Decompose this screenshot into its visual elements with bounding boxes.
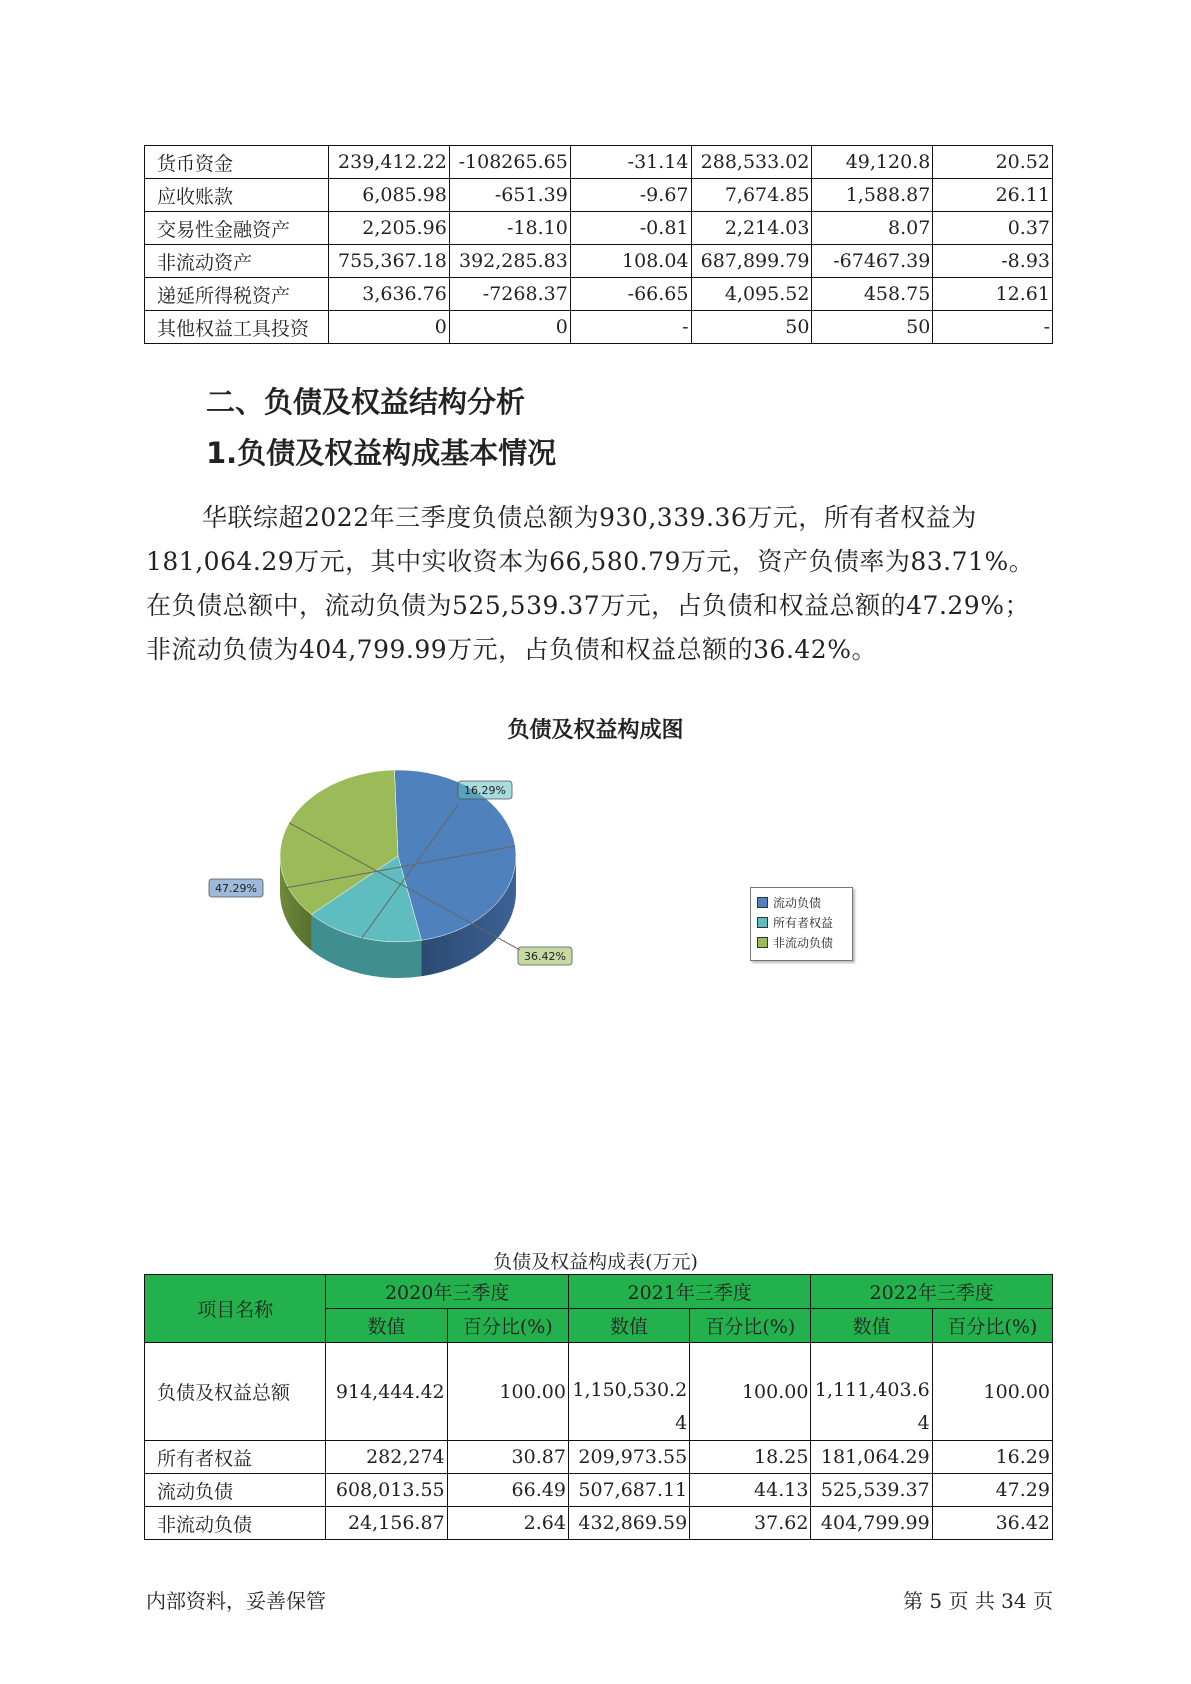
cell-value: 0.37	[933, 212, 1053, 245]
table-row	[145, 212, 1053, 245]
asset-change-table	[144, 145, 1053, 344]
legend-label: 非流动负债	[773, 935, 834, 950]
cell-value: 44.13	[690, 1474, 811, 1507]
structure-table	[144, 1274, 1053, 1540]
row-label: 负债及权益总额	[145, 1343, 326, 1441]
header-percent: 百分比(%)	[690, 1309, 811, 1343]
row-label: 其他权益工具投资	[145, 311, 329, 344]
cell-value: 0	[449, 311, 570, 344]
table-row	[145, 1343, 1053, 1441]
header-value: 数值	[568, 1309, 689, 1343]
cell-value: 404,799.99	[811, 1507, 932, 1540]
cell-value: -	[570, 311, 691, 344]
table-row	[145, 245, 1053, 278]
table-row	[145, 311, 1053, 344]
cell-value: 3,636.76	[328, 278, 449, 311]
header-percent: 百分比(%)	[932, 1309, 1052, 1343]
table-row	[145, 146, 1053, 179]
row-label: 应收账款	[145, 179, 329, 212]
cell-value: 1,111,403.64	[811, 1343, 932, 1441]
data-label: 16.29%	[464, 784, 506, 797]
cell-value: -66.65	[570, 278, 691, 311]
cell-value: 914,444.42	[326, 1343, 447, 1441]
cell-value: 2.64	[447, 1507, 568, 1540]
cell-value: 108.04	[570, 245, 691, 278]
cell-value: 24,156.87	[326, 1507, 447, 1540]
row-label: 所有者权益	[145, 1441, 326, 1474]
cell-value: 525,539.37	[811, 1474, 932, 1507]
data-label: 36.42%	[524, 950, 566, 963]
cell-value: 181,064.29	[811, 1441, 932, 1474]
cell-value: -67467.39	[812, 245, 933, 278]
footer-page-number: 第 5 页 共 34 页	[903, 1589, 1053, 1613]
table-row	[145, 1441, 1053, 1474]
cell-value: 12.61	[933, 278, 1053, 311]
cell-value: -108265.65	[449, 146, 570, 179]
cell-value: 47.29	[932, 1474, 1052, 1507]
table-row	[145, 1474, 1053, 1507]
header-period-2022: 2022年三季度	[811, 1275, 1053, 1309]
table-row	[145, 1507, 1053, 1540]
header-percent: 百分比(%)	[447, 1309, 568, 1343]
cell-value: -651.39	[449, 179, 570, 212]
cell-value: 49,120.8	[812, 146, 933, 179]
cell-value: 8.07	[812, 212, 933, 245]
cell-value: 507,687.11	[568, 1474, 689, 1507]
row-label: 交易性金融资产	[145, 212, 329, 245]
chart-legend	[750, 887, 853, 961]
cell-value: 755,367.18	[328, 245, 449, 278]
cell-value: 36.42	[932, 1507, 1052, 1540]
cell-value: 100.00	[690, 1343, 811, 1441]
cell-value: 458.75	[812, 278, 933, 311]
section-heading: 二、负债及权益结构分析	[206, 385, 526, 419]
cell-value: 7,674.85	[691, 179, 812, 212]
sub-heading: 1.负债及权益构成基本情况	[206, 436, 557, 470]
cell-value: -18.10	[449, 212, 570, 245]
row-label: 流动负债	[145, 1474, 326, 1507]
cell-value: -31.14	[570, 146, 691, 179]
cell-value: 0	[328, 311, 449, 344]
legend-item	[757, 892, 846, 912]
legend-swatch	[757, 917, 768, 928]
cell-value: 2,214.03	[691, 212, 812, 245]
cell-value: 392,285.83	[449, 245, 570, 278]
cell-value: -7268.37	[449, 278, 570, 311]
cell-value: -0.81	[570, 212, 691, 245]
cell-value: 282,274	[326, 1441, 447, 1474]
legend-label: 所有者权益	[773, 915, 834, 930]
row-label: 递延所得税资产	[145, 278, 329, 311]
data-label: 47.29%	[215, 882, 257, 895]
table-row	[145, 278, 1053, 311]
cell-value: 18.25	[690, 1441, 811, 1474]
row-label: 非流动负债	[145, 1507, 326, 1540]
footer-confidential: 内部资料，妥善保管	[146, 1589, 326, 1613]
row-label: 非流动资产	[145, 245, 329, 278]
cell-value: 20.52	[933, 146, 1053, 179]
analysis-paragraph	[146, 496, 1051, 672]
header-period-2020: 2020年三季度	[326, 1275, 569, 1309]
legend-item	[757, 912, 846, 932]
cell-value: 288,533.02	[691, 146, 812, 179]
header-value: 数值	[811, 1309, 932, 1343]
cell-value: 50	[812, 311, 933, 344]
cell-value: 37.62	[690, 1507, 811, 1540]
cell-value: 2,205.96	[328, 212, 449, 245]
legend-swatch	[757, 937, 768, 948]
cell-value: 50	[691, 311, 812, 344]
cell-value: 4,095.52	[691, 278, 812, 311]
header-value: 数值	[326, 1309, 447, 1343]
cell-value: 16.29	[932, 1441, 1052, 1474]
legend-label: 流动负债	[773, 895, 822, 910]
cell-value: 26.11	[933, 179, 1053, 212]
legend-swatch	[757, 897, 768, 908]
legend-item	[757, 932, 846, 952]
cell-value: 6,085.98	[328, 179, 449, 212]
cell-value: 30.87	[447, 1441, 568, 1474]
header-item-name: 项目名称	[145, 1275, 326, 1343]
cell-value: -8.93	[933, 245, 1053, 278]
cell-value: 209,973.55	[568, 1441, 689, 1474]
cell-value: 100.00	[447, 1343, 568, 1441]
cell-value: 432,869.59	[568, 1507, 689, 1540]
cell-value: 100.00	[932, 1343, 1052, 1441]
cell-value: 1,150,530.24	[568, 1343, 689, 1441]
cell-value: 687,899.79	[691, 245, 812, 278]
chart-title: 负债及权益构成图	[507, 718, 684, 743]
pie-chart	[0, 760, 1191, 1020]
paragraph-text: 华联综超2022年三季度负债总额为930,339.36万元，所有者权益为181,064.29万元，其中实收资本为66,580.79万元，资产负债率为83.71%。在负债总额中，流动负债为525,539.37万元，占负债和权益总额的47.29%；非流动负债为404,799.99万元，占负债和权益总额的36.42%。	[146, 503, 1035, 664]
cell-value: -	[933, 311, 1053, 344]
row-label: 货币资金	[145, 146, 329, 179]
cell-value: -9.67	[570, 179, 691, 212]
table-row	[145, 179, 1053, 212]
cell-value: 608,013.55	[326, 1474, 447, 1507]
cell-value: 66.49	[447, 1474, 568, 1507]
cell-value: 1,588.87	[812, 179, 933, 212]
table-caption: 负债及权益构成表(万元)	[493, 1251, 698, 1273]
header-period-2021: 2021年三季度	[568, 1275, 811, 1309]
cell-value: 239,412.22	[328, 146, 449, 179]
